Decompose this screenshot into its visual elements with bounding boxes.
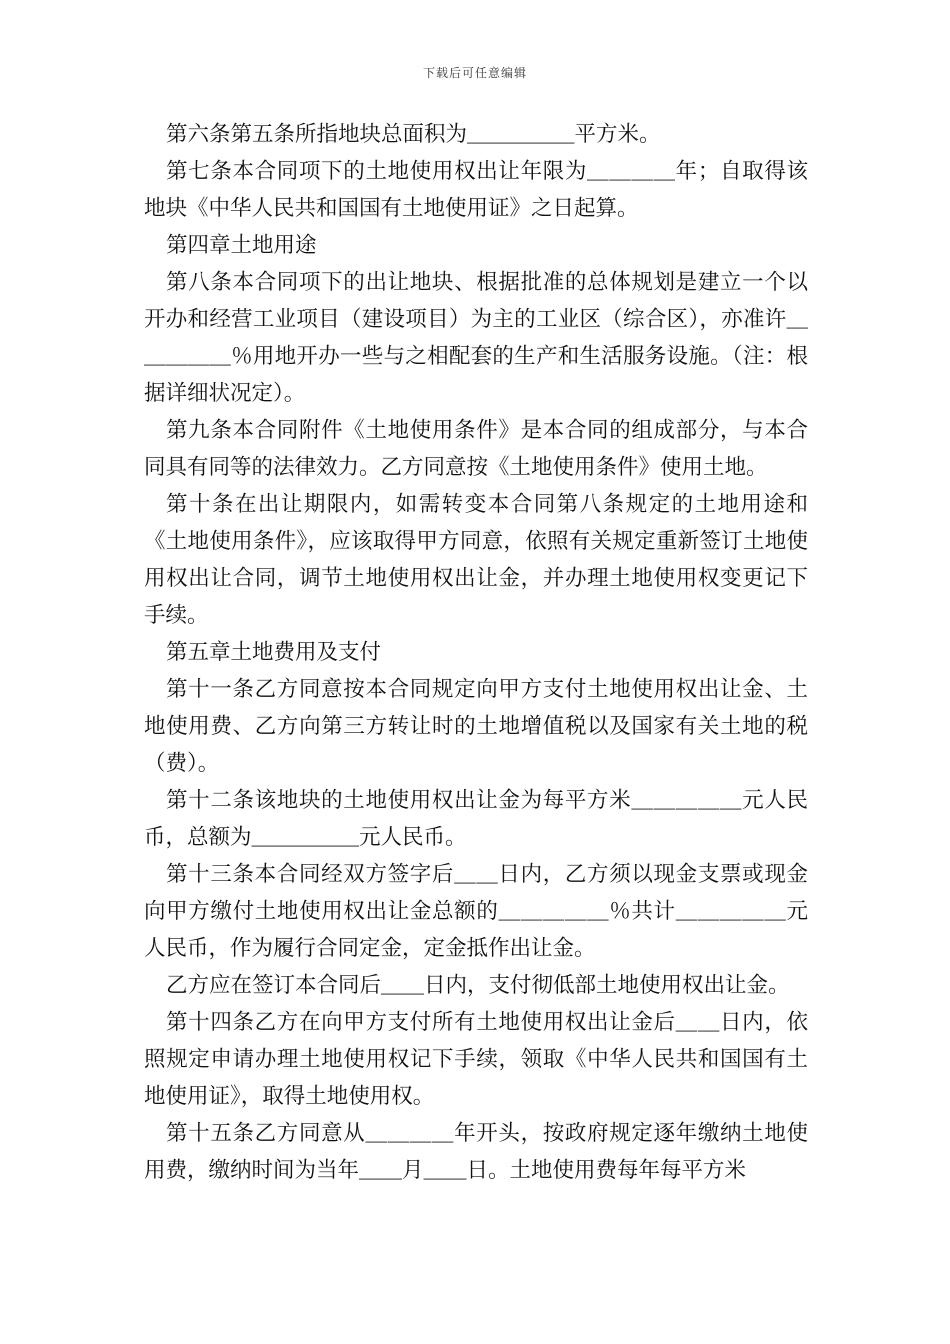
article-15: 第十五条乙方同意从＿＿＿＿年开头，按政府规定逐年缴纳土地使用费，缴纳时间为当年＿＿月＿＿日。土地使用费每年每平方米 (144, 1121, 808, 1183)
article-7: 第七条本合同项下的土地使用权出让年限为＿＿＿＿年；自取得该地块《中华人民共和国国有土地使用证》之日起算。 (144, 159, 808, 221)
article-13: 第十三条本合同经双方签字后＿＿日内，乙方须以现金支票或现金向甲方缴付土地使用权出让金总额的＿＿＿＿＿％共计＿＿＿＿＿元人民币，作为履行合同定金，定金抵作出让金。 (144, 862, 808, 961)
chapter-5-heading: 第五章土地费用及支付 (166, 640, 382, 665)
article-11: 第十一条乙方同意按本合同规定向甲方支付土地使用权出让金、土地使用费、乙方向第三方转让时的土地增值税以及国家有关土地的税（费）。 (144, 677, 808, 776)
article-13-supplement: 乙方应在签订本合同后＿＿日内，支付彻低部土地使用权出让金。 (166, 973, 790, 998)
document-body (144, 116, 808, 1189)
article-6: 第六条第五条所指地块总面积为＿＿＿＿＿平方米。 (166, 122, 661, 147)
article-10: 第十条在出让期限内，如需转变本合同第八条规定的土地用途和《土地使用条件》，应该取得甲方同意，依照有关规定重新签订土地使用权出让合同，调节土地使用权出让金，并办理土地使用权变更记下手续。 (144, 492, 808, 628)
page-header: 下载后可任意编辑 (422, 66, 527, 80)
article-14: 第十四条乙方在向甲方支付所有土地使用权出让金后＿＿日内，依照规定申请办理土地使用权记下手续，领取《中华人民共和国国有土地使用证》，取得土地使用权。 (144, 1010, 808, 1109)
article-8: 第八条本合同项下的出让地块、根据批准的总体规划是建立一个以开办和经营工业项目（建设项目）为主的工业区（综合区），亦准许＿＿＿＿＿％用地开办一些与之相配套的生产和生活服务设施。（注：根据详细状况定）。 (144, 270, 808, 406)
article-9: 第九条本合同附件《土地使用条件》是本合同的组成部分，与本合同具有同等的法律效力。乙方同意按《土地使用条件》使用土地。 (144, 418, 808, 480)
chapter-4-heading: 第四章土地用途 (166, 233, 317, 258)
article-12: 第十二条该地块的土地使用权出让金为每平方米＿＿＿＿＿元人民币，总额为＿＿＿＿＿元人民币。 (144, 788, 808, 850)
